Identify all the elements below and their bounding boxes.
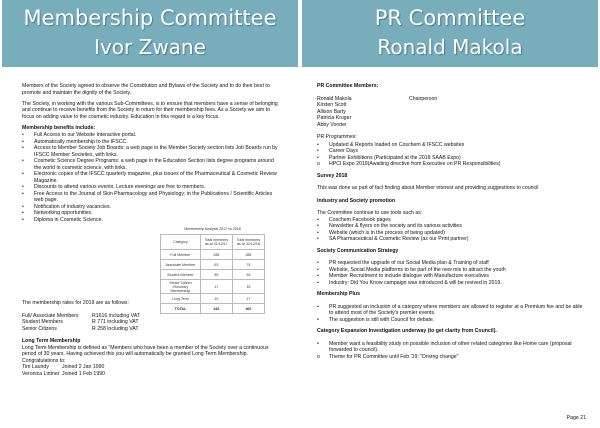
communication-list bbox=[317, 260, 587, 286]
pr-member: Abby Vorster bbox=[317, 121, 347, 128]
industry-text: The Committee continue to use tools such as: bbox=[317, 210, 423, 216]
benefit-item: • Free Access to the Journal of Skin Pharmacology and Physiology: in the Publications / Scientific Articles web page. bbox=[22, 190, 273, 203]
long-term-heading: Long Term Membership bbox=[22, 338, 81, 344]
rates-list bbox=[22, 313, 280, 333]
communication-heading: Society Communication Strategy bbox=[317, 247, 399, 254]
table-row: Senior Citizen /Honorary Membership 17 15 bbox=[161, 280, 265, 294]
table-row: Long Term 10 17 bbox=[161, 294, 265, 304]
table-header-cell: Total members as at 31/12/17 bbox=[200, 235, 232, 250]
pr-committee-banner bbox=[302, 0, 598, 67]
membership-analysis-caption: Membership Analysis 2017 vs 2018 bbox=[184, 227, 241, 231]
rate-row: Full/ Associate Members R1616 including VAT bbox=[22, 312, 140, 319]
table-header-cell: Category bbox=[161, 235, 201, 250]
pr-member: Kirsten Scott bbox=[317, 102, 347, 108]
table-header-row bbox=[161, 235, 265, 250]
list-item: • Website (which is in the process of being updated) bbox=[317, 229, 445, 236]
long-term-text: Long Term Membership is defined as "Members who have been a member of the Society over a continuous period of 30 years. Having achieved this you will automatically be granted Long Term Membership. Congratulations to: bbox=[22, 344, 269, 364]
list-item: • Partner Exhibitions (Participated at the 2018 SAAB Expo) bbox=[317, 154, 461, 161]
membership-committee-title: Membership Committee bbox=[23, 6, 277, 30]
long-term-member: Veronica Lintner Joined 1 Feb 1990 bbox=[22, 370, 105, 377]
pr-members-list bbox=[317, 96, 587, 129]
long-term-members bbox=[22, 364, 280, 377]
list-item: • PR requested the upgrade of our Social Media plan & Training of staff bbox=[317, 260, 489, 266]
membership-committee-banner bbox=[2, 0, 298, 67]
benefit-item: • Automatically membership to the IFSCC. bbox=[22, 138, 128, 145]
list-item: • SA Pharmaceutical & Cosmetic Review (as our Print partner) bbox=[317, 236, 469, 242]
benefits-heading: Membership benefits include: bbox=[22, 124, 96, 131]
survey-heading: Survey 2018 bbox=[317, 172, 348, 179]
pr-member: Ronald Makola Chairperson bbox=[317, 95, 438, 102]
list-item: • Coschem Facebook pages bbox=[317, 216, 391, 223]
list-item: • Industry: Did You Know campaign was introduced & will be revived in 2019. bbox=[317, 279, 502, 286]
membership-analysis-grid bbox=[160, 234, 265, 314]
benefit-item: • Full Access to our Website Interactive portal. bbox=[22, 132, 137, 138]
list-item: • PR suggested an inclusion of a category where members are allowed to register at a Premium fee and be able to attend most of the Society's premier events. bbox=[317, 303, 583, 316]
benefit-item: • Networking opportunities. bbox=[22, 210, 93, 216]
pr-committee-title: PR Committee bbox=[374, 6, 526, 30]
benefit-item: • Access to Member Society Job Boards: a web page in the Member Society section lists Job Boards run by IFSCC Member Societies, with links. bbox=[22, 145, 278, 158]
pr-member: Patricia Kruger bbox=[317, 115, 352, 121]
list-item: • Member Recruitment to include dialogue with Manufacture executives bbox=[317, 273, 490, 279]
intro-paragraph-2: The Society, in working with the various Sub-Committees, is to ensure that members have a sense of belonging and continue to receive benefits from the Society in return for their membership fees. As a Society we aim to focus on adding value to the cosmetic industry. Education in this regard is a key focus. bbox=[22, 100, 278, 120]
table-row: Student Member 59 63 bbox=[161, 270, 265, 280]
membership-plus-heading: Membership Plus bbox=[317, 291, 360, 297]
benefit-item: • Electronic copies of the IFSCC quarterly magazine, plus issues of the Pharmaceutical & Cosmetic Review Magazine. bbox=[22, 171, 277, 184]
membership-analysis-table bbox=[160, 227, 265, 314]
pr-members-heading: PR Committee Members: bbox=[317, 83, 379, 89]
rate-row: Student Members R 771 including VAT bbox=[22, 319, 139, 325]
list-item: • Newsletter & flyers on the society and its various activities bbox=[317, 223, 462, 229]
list-item: • Career Days bbox=[317, 148, 359, 154]
pr-programmes-list bbox=[317, 142, 587, 168]
pr-programmes-heading: PR Programmes: bbox=[317, 134, 357, 140]
table-total-row: TOTAL 446 460 bbox=[161, 304, 265, 314]
benefit-item: • Discounts to attend various events. Lecture evenings are free to members. bbox=[22, 184, 206, 190]
list-item: • Website, Social Media platforms to be part of the new mix to attract the youth bbox=[317, 266, 506, 273]
category-expansion-list bbox=[317, 341, 587, 361]
list-item: o Theme for PR Committee until Feb '19: "Driving change" bbox=[317, 353, 459, 360]
benefit-item: • Diploma in Cosmetic Science. bbox=[22, 216, 103, 223]
membership-committee-chair: Ivor Zwane bbox=[94, 35, 206, 59]
benefit-item: • Notification of industry vacancies. bbox=[22, 203, 111, 210]
industry-list bbox=[317, 217, 587, 243]
long-term-member: Tim Laundy Joined 2 Jan 1990 bbox=[22, 364, 105, 370]
rates-intro: The membership rates for 2019 are as follows: bbox=[22, 300, 129, 306]
pr-committee-column bbox=[300, 0, 600, 428]
benefits-list bbox=[22, 132, 280, 223]
industry-heading: Industry and Society promotion bbox=[317, 197, 396, 204]
list-item: o HPCI Expo 2019(Awaiting directive from Executive on PR Responsibilities) bbox=[317, 161, 501, 167]
list-item: • Member want a feasibility study on possible inclusion of other related categories like Home care (proposal forwarded to council). bbox=[317, 340, 572, 353]
pr-report-body bbox=[317, 83, 587, 365]
pr-member: Allison Barty bbox=[317, 108, 346, 115]
benefit-item: • Cosmetic Science Degree Programs: a web page in the Education Section lists degree programs around the world in cosmetic science, with links. bbox=[22, 158, 274, 171]
survey-text: This was done as part of fact finding about Member interest and providing suggestions to council bbox=[317, 185, 539, 191]
rate-row: Senior Citizens R 258 including VAT bbox=[22, 325, 139, 332]
table-header-cell: Total members as at 31/12/18 bbox=[232, 235, 264, 250]
page-number: Page 21 bbox=[566, 415, 586, 421]
category-expansion-heading: Category Expansion Investigation underway (to get clarity from Council). bbox=[317, 328, 497, 334]
intro-paragraph-1: Members of the Society agreed to observe the Constitution and Bylaws of the Society and to do their best to promote and maintain the dignity of the Society. bbox=[22, 83, 270, 96]
list-item: • Updated & Reports loaded on Coschem & IFSCC websites bbox=[317, 141, 465, 148]
list-item: • The suggestion is still with Council for debate. bbox=[317, 316, 435, 323]
pr-committee-chair: Ronald Makola bbox=[377, 35, 523, 59]
membership-plus-list bbox=[317, 304, 587, 324]
table-row: Associate Member 63 74 bbox=[161, 260, 265, 270]
table-row: Full Member 288 288 bbox=[161, 250, 265, 260]
